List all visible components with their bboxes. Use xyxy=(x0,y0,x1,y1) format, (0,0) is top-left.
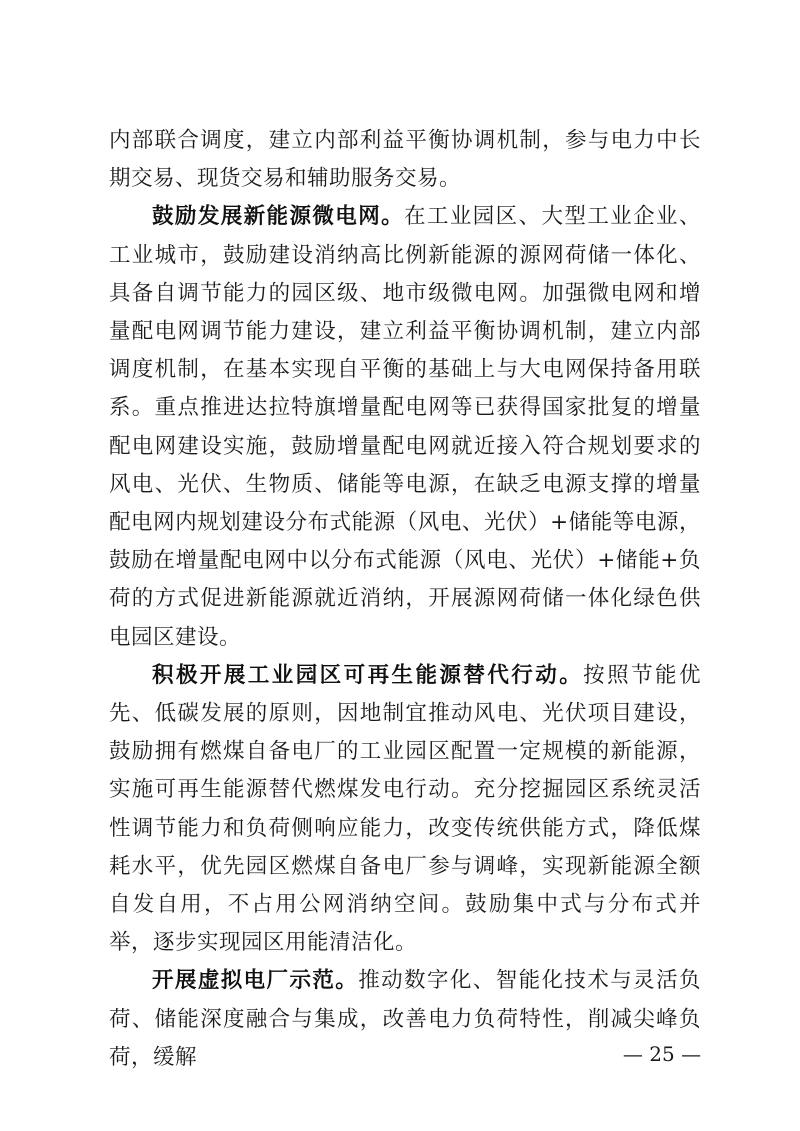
paragraph-text: 在工业园区、大型工业企业、工业城市，鼓励建设消纳高比例新能源的源网荷储一体化、具备自调节能力的园区级、地市级微电网。加强微电网和增量配电网调节能力建设，建立利益平衡协调机制，建立内部调度机制，在基本实现自平衡的基础上与大电网保持备用联系。重点推进达拉特旗增量配电网等已获得国家批复的增量配电网建设实施，鼓励增量配电网就近接入符合规划要求的风电、光伏、生物质、储能等电源，在缺乏电源支撑的增量配电网内规划建设分布式能源（风电、光伏）+储能等电源，鼓励在增量配电网中以分布式能源（风电、光伏）+储能+负荷的方式促进新能源就近消纳，开展源网荷储一体化绿色供电园区建设。 xyxy=(109,204,701,650)
paragraph-continuation xyxy=(109,122,701,198)
paragraph-text: 推动数字化、智能化技术与灵活负荷、储能深度融合与集成，改善电力负荷特性，削减尖峰负荷，缓解 xyxy=(109,968,701,1070)
page-number: — 25 — xyxy=(622,1042,702,1066)
paragraph-text: 内部联合调度，建立内部利益平衡协调机制，参与电力中长期交易、现货交易和辅助服务交易。 xyxy=(109,128,701,192)
paragraph-text: 按照节能优先、低碳发展的原则，因地制宜推动风电、光伏项目建设，鼓励拥有燃煤自备电厂的工业园区配置一定规模的新能源，实施可再生能源替代燃煤发电行动。充分挖掘园区系统灵活性调节能力和负荷侧响应能力，改变传统供能方式，降低煤耗水平，优先园区燃煤自备电厂参与调峰，实现新能源全额自发自用，不占用公网消纳空间。鼓励集中式与分布式并举，逐步实现园区用能清洁化。 xyxy=(109,662,701,956)
paragraph-heading: 开展虚拟电厂示范。 xyxy=(152,968,359,994)
paragraph-heading: 积极开展工业园区可再生能源替代行动。 xyxy=(152,662,584,688)
document-body xyxy=(109,122,701,1077)
paragraph-heading: 鼓励发展新能源微电网。 xyxy=(152,204,405,230)
paragraph-microgrid xyxy=(109,198,701,656)
paragraph-renewable-substitution xyxy=(109,657,701,963)
